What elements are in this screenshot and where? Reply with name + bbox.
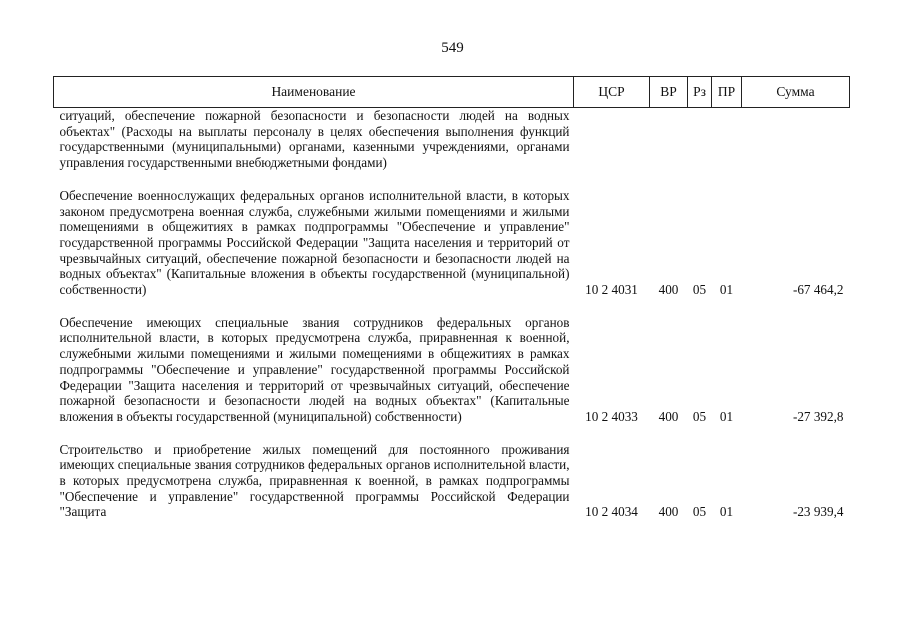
row-spacer — [54, 425, 850, 442]
row-spacer — [54, 171, 850, 188]
table-row — [54, 188, 850, 298]
row-name: Строительство и приобретение жилых помещений для постоянного проживания имеющих специальные звания сотрудников федеральных органов исполнительной власти, в которых предусмотрена служба, приравненная к военной, в рамках подпрограммы "Обеспечение и управление" государственной программы Российской Федерации "Защита — [59, 441, 570, 520]
row-pr: 01 — [719, 281, 734, 297]
row-sum: -23 939,4 — [792, 504, 844, 520]
header-csr: ЦСР — [574, 77, 650, 108]
row-spacer — [54, 298, 850, 315]
row-csr: 10 2 4034 — [585, 504, 638, 520]
row-sum: -27 392,8 — [792, 408, 844, 424]
budget-table — [53, 76, 850, 520]
row-vr: 400 — [658, 408, 679, 424]
header-rz: Рз — [688, 77, 712, 108]
row-pr — [712, 108, 742, 171]
row-csr — [574, 108, 650, 171]
row-name: Обеспечение имеющих специальные звания сотрудников федеральных органов исполнительной власти, в которых предусмотрена служба, приравненная к военной, служебными жилыми помещениями и жилыми помещениями в общежитиях в рамках подпрограммы "Обеспечение и управление" государственной программы Российской Федерации "Защита населения и территорий от чрезвычайных ситуаций, обеспечение пожарной безопасности и безопасности людей на водных объектах" (Капитальные вложения в объекты государственной (муниципальной) собственности) — [59, 314, 570, 424]
row-rz: 05 — [692, 504, 707, 520]
table-row — [54, 108, 850, 171]
row-rz — [688, 108, 712, 171]
table-header-row — [54, 77, 850, 108]
row-csr: 10 2 4031 — [585, 281, 638, 297]
row-rz: 05 — [692, 408, 707, 424]
row-vr: 400 — [658, 281, 679, 297]
row-name: Обеспечение военнослужащих федеральных органов исполнительной власти, в которых законом предусмотрена военная служба, служебными жилыми помещениями и жилыми помещениями в общежитиях в рамках подпрограммы "Обеспечение и управление" государственной программы Российской Федерации "Защита населения и территорий от чрезвычайных ситуаций, обеспечение пожарной безопасности и безопасности людей на водных объектах" (Капитальные вложения в объекты государственной (муниципальной) собственности) — [59, 187, 570, 298]
header-sum: Сумма — [742, 77, 850, 108]
row-pr: 01 — [719, 408, 734, 424]
row-name: ситуаций, обеспечение пожарной безопасности и безопасности людей на водных объектах" (Расходы на выплаты персоналу в целях обеспечения выполнения функций государственными (муниципальными) органами, казенными учреждениями, органами управления государственными внебюджетными фондами) — [59, 108, 570, 171]
row-pr: 01 — [719, 504, 734, 520]
header-name: Наименование — [54, 77, 574, 108]
table-row — [54, 315, 850, 425]
page-number: 549 — [441, 40, 464, 56]
row-rz: 05 — [692, 281, 707, 297]
row-sum: -67 464,2 — [792, 281, 844, 297]
row-csr: 10 2 4033 — [585, 408, 638, 424]
header-vr: ВР — [650, 77, 688, 108]
table-row — [54, 442, 850, 521]
row-vr: 400 — [658, 504, 679, 520]
row-sum — [742, 108, 850, 171]
header-pr: ПР — [712, 77, 742, 108]
row-vr — [650, 108, 688, 171]
